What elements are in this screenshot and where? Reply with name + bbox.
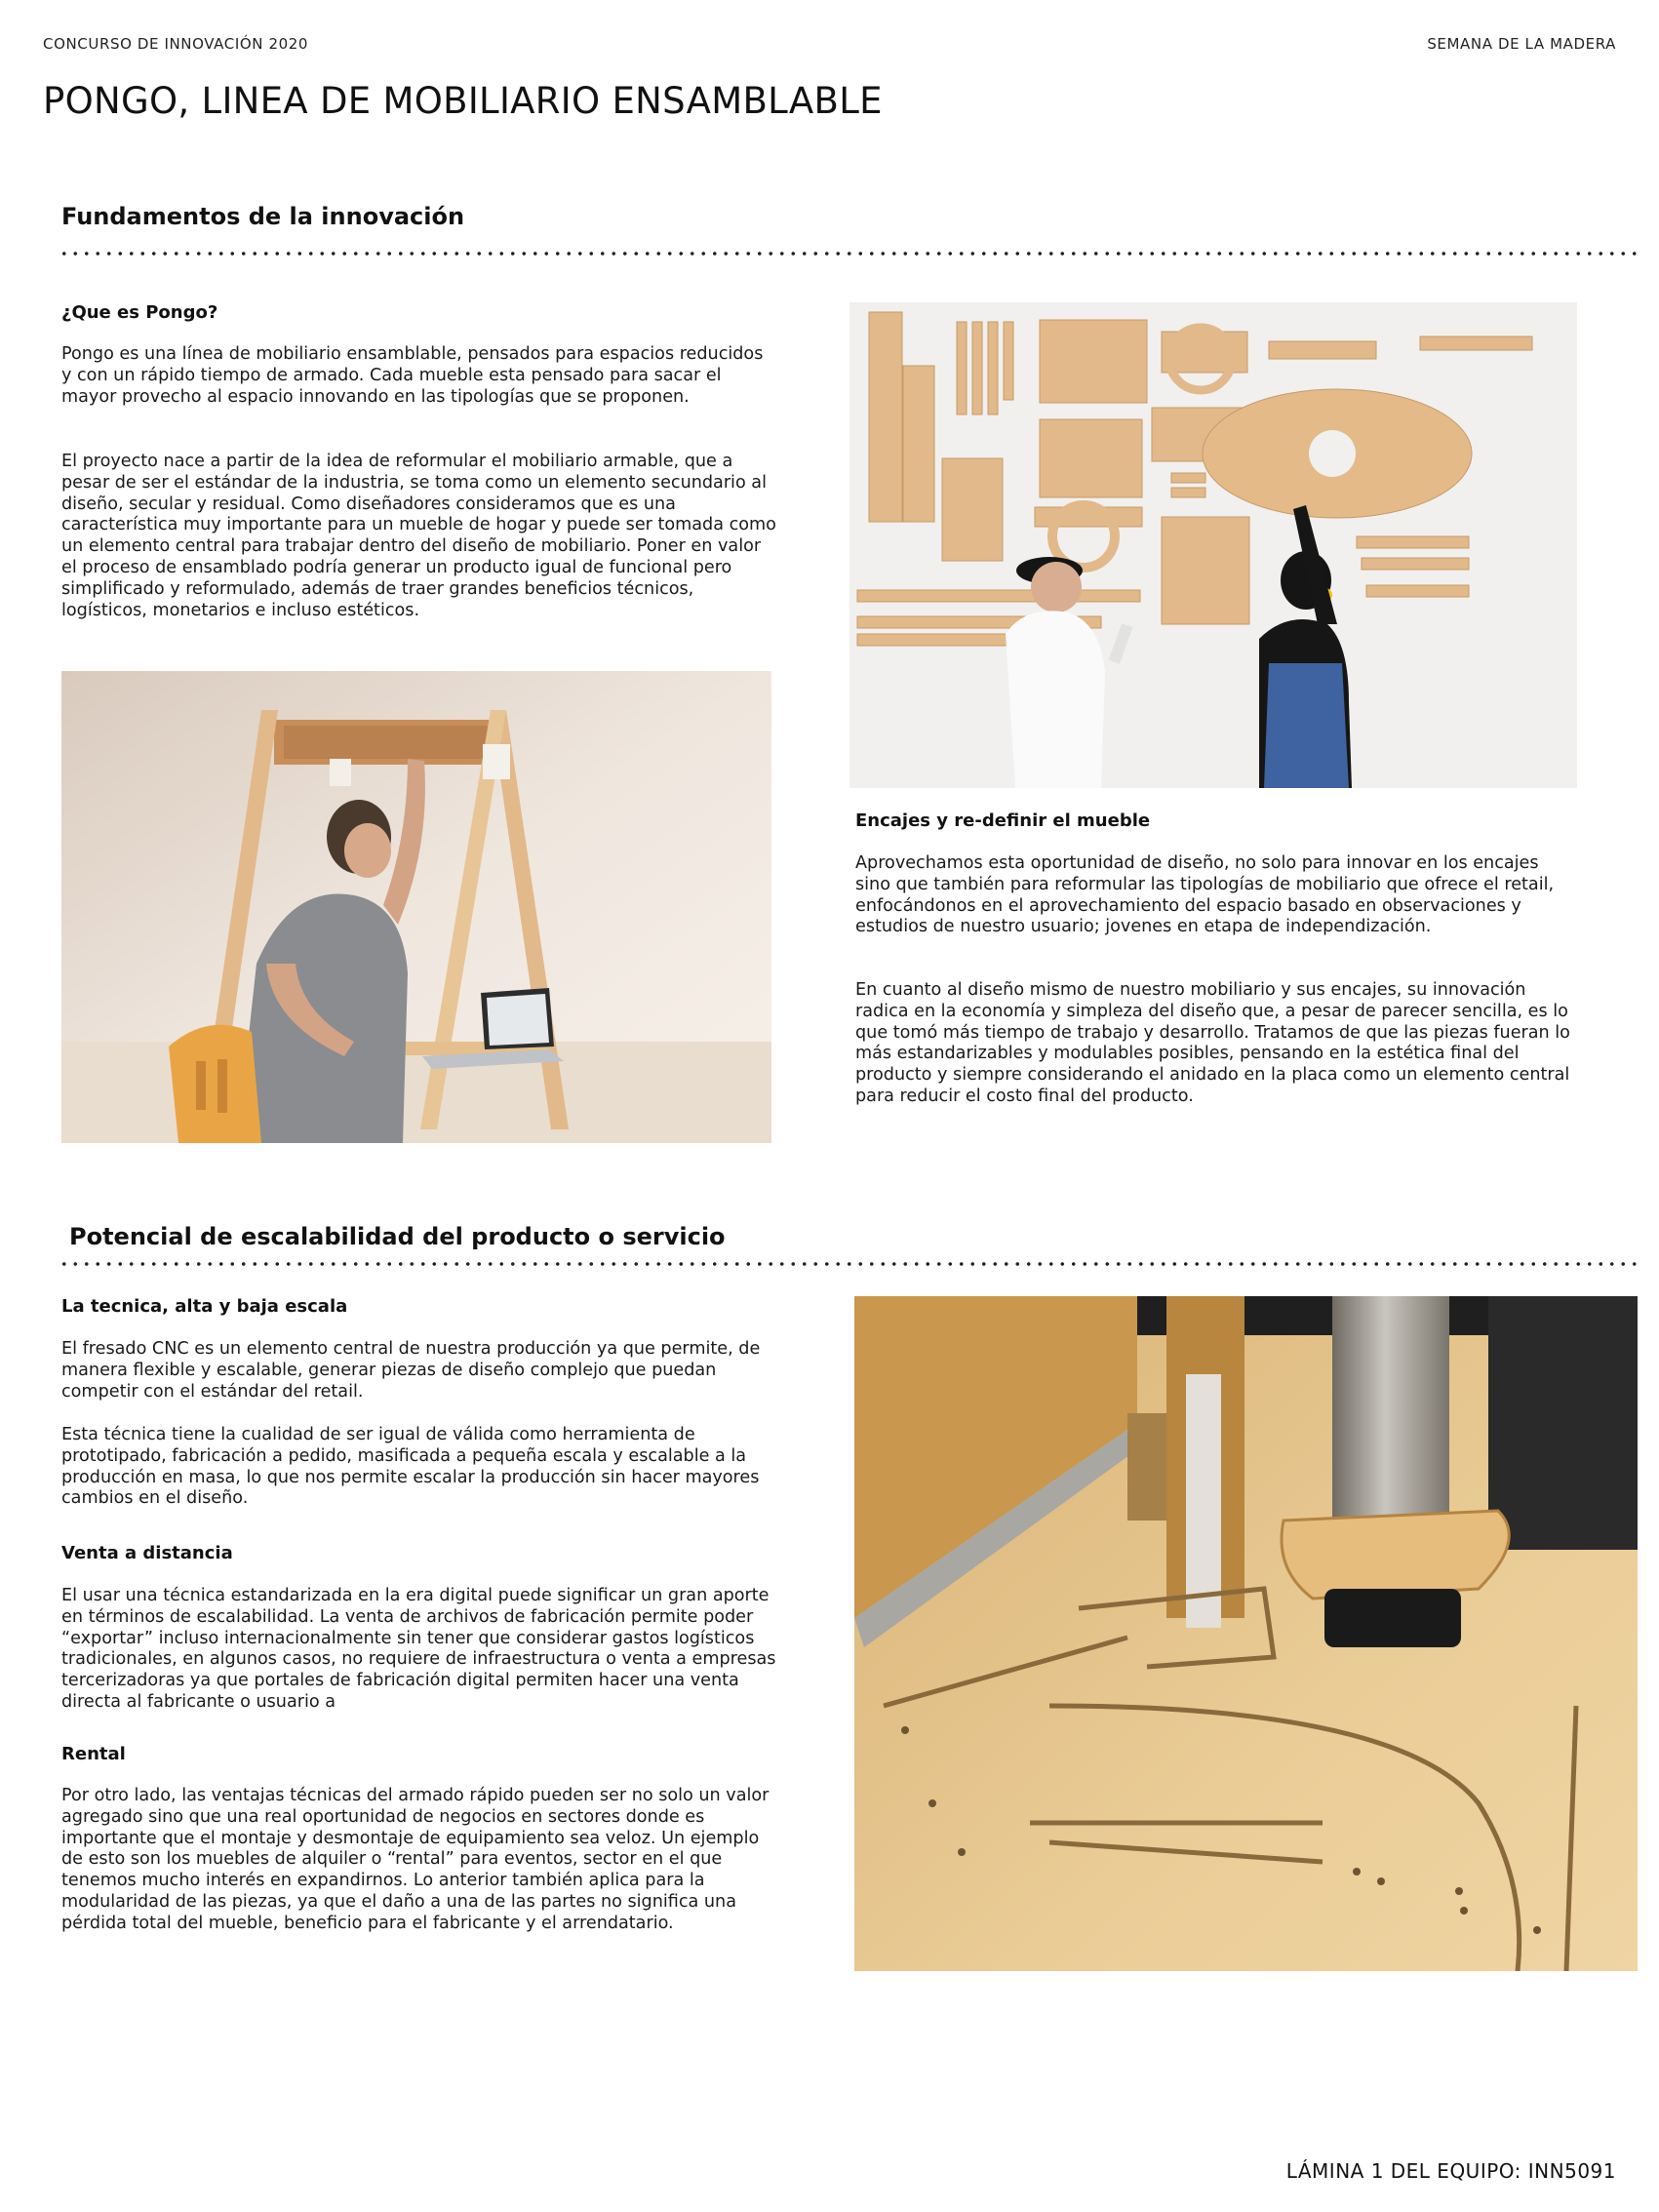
- subheading-encajes: Encajes y re-definir el mueble: [855, 810, 1151, 831]
- dotted-divider: [59, 251, 1637, 257]
- paragraph-encajes-oportunidad: Aprovechamos esta oportunidad de diseño, no solo para innovar en los encajes sino que también para reformular las tipologías de mobiliario que ofrece el retail, enfocándonos en el aprovechamiento del espacio basado en observaciones y estudios de nuestro usuario; jovenes en etapa de independización.: [855, 853, 1555, 937]
- section-title-fundamentos: Fundamentos de la innovación: [61, 203, 465, 230]
- paragraph-tecnica-prototipado: Esta técnica tiene la cualidad de ser igual de válida como herramienta de prototipado, fabricación a pedido, masificada a pequeña escala y escalable a la producción en masa, lo que nos permite escalar la producción sin hacer mayores cambios en el diseño.: [61, 1425, 760, 1509]
- footer-sheet-label: LÁMINA 1 DEL EQUIPO: INN5091: [1285, 2159, 1616, 2183]
- subheading-tecnica-escala: La tecnica, alta y baja escala: [61, 1296, 348, 1317]
- photo-cnc-machine: [854, 1296, 1638, 1971]
- section-title-escalabilidad: Potencial de escalabilidad del producto o servicio: [69, 1223, 726, 1250]
- subheading-venta-distancia: Venta a distancia: [61, 1543, 233, 1563]
- dotted-divider: [59, 1261, 1637, 1267]
- paragraph-venta-distancia: El usar una técnica estandarizada en la era digital puede significar un gran aporte en términos de escalabilidad. La venta de archivos de fabricación permite poder “exportar” incluso internacionalmente sin tener que considerar gastos logísticos tradicionales, en algunos casos, no requiere de infraestructura o venta a empresas tercerizadoras ya que portales de fabricación digital permiten hacer una venta directa al fabricante o usuario a: [61, 1586, 776, 1712]
- paragraph-encajes-diseno: En cuanto al diseño mismo de nuestro mobiliario y sus encajes, su innovación radica en la economía y simpleza del diseño que, a pesar de parecer sencilla, es lo que tomó más tiempo de trabajo y desarrollo. Tratamos de que las piezas fueran lo más estandarizables y modulables posibles, pensando en la estética final del producto y siempre considerando el anidado en la placa como un elemento central para reducir el costo final del producto.: [855, 980, 1570, 1106]
- header-event-label: SEMANA DE LA MADERA: [1427, 35, 1616, 53]
- paragraph-pongo-intro: Pongo es una línea de mobiliario ensamblable, pensados para espacios reducidos y con un rápido tiempo de armado. Cada mueble esta pensado para sacar el mayor provecho al espacio innovando en las tipologías que se proponen.: [61, 344, 764, 407]
- paragraph-rental: Por otro lado, las ventajas técnicas del armado rápido pueden ser no solo un valor agregado sino que una real oportunidad de negocios en sectores donde es importante que el montaje y desmontaje de equipamiento sea veloz. Un ejemplo de esto son los muebles de alquiler o “rental” para eventos, sector en el que tenemos mucho interés en expandirnos. Lo anterior también aplica para la modularidad de las piezas, ya que el daño a una de las partes no significa una pérdida total del mueble, beneficio para el fabricante y el arrendatario.: [61, 1786, 770, 1933]
- photo-wall-pieces: [849, 302, 1577, 788]
- paragraph-fresado-cnc: El fresado CNC es un elemento central de nuestra producción ya que permite, de manera flexible y escalable, generar piezas de diseño complejo que puedan competir con el estándar del retail.: [61, 1339, 761, 1402]
- header-contest-label: CONCURSO DE INNOVACIÓN 2020: [43, 35, 309, 53]
- subheading-que-es-pongo: ¿Que es Pongo?: [61, 302, 218, 323]
- paragraph-proyecto-origen: El proyecto nace a partir de la idea de reformular el mobiliario armable, que a pesar de ser el estándar de la industria, se toma como un elemento secundario al diseño, secular y residual. Como diseñadores consideramos que es una característica muy importante para un mueble de hogar y puede ser tomada como un elemento central para trabajar dentro del diseño de mobiliario. Poner en valor el proceso de ensamblado podría generar un producto igual de funcional pero simplificado y reformulado, además de traer grandes beneficios técnicos, logísticos, monetarios e incluso estéticos.: [61, 452, 776, 620]
- photo-desk-user: [61, 671, 771, 1143]
- subheading-rental: Rental: [61, 1744, 126, 1764]
- page-title: PONGO, LINEA DE MOBILIARIO ENSAMBLABLE: [43, 80, 883, 122]
